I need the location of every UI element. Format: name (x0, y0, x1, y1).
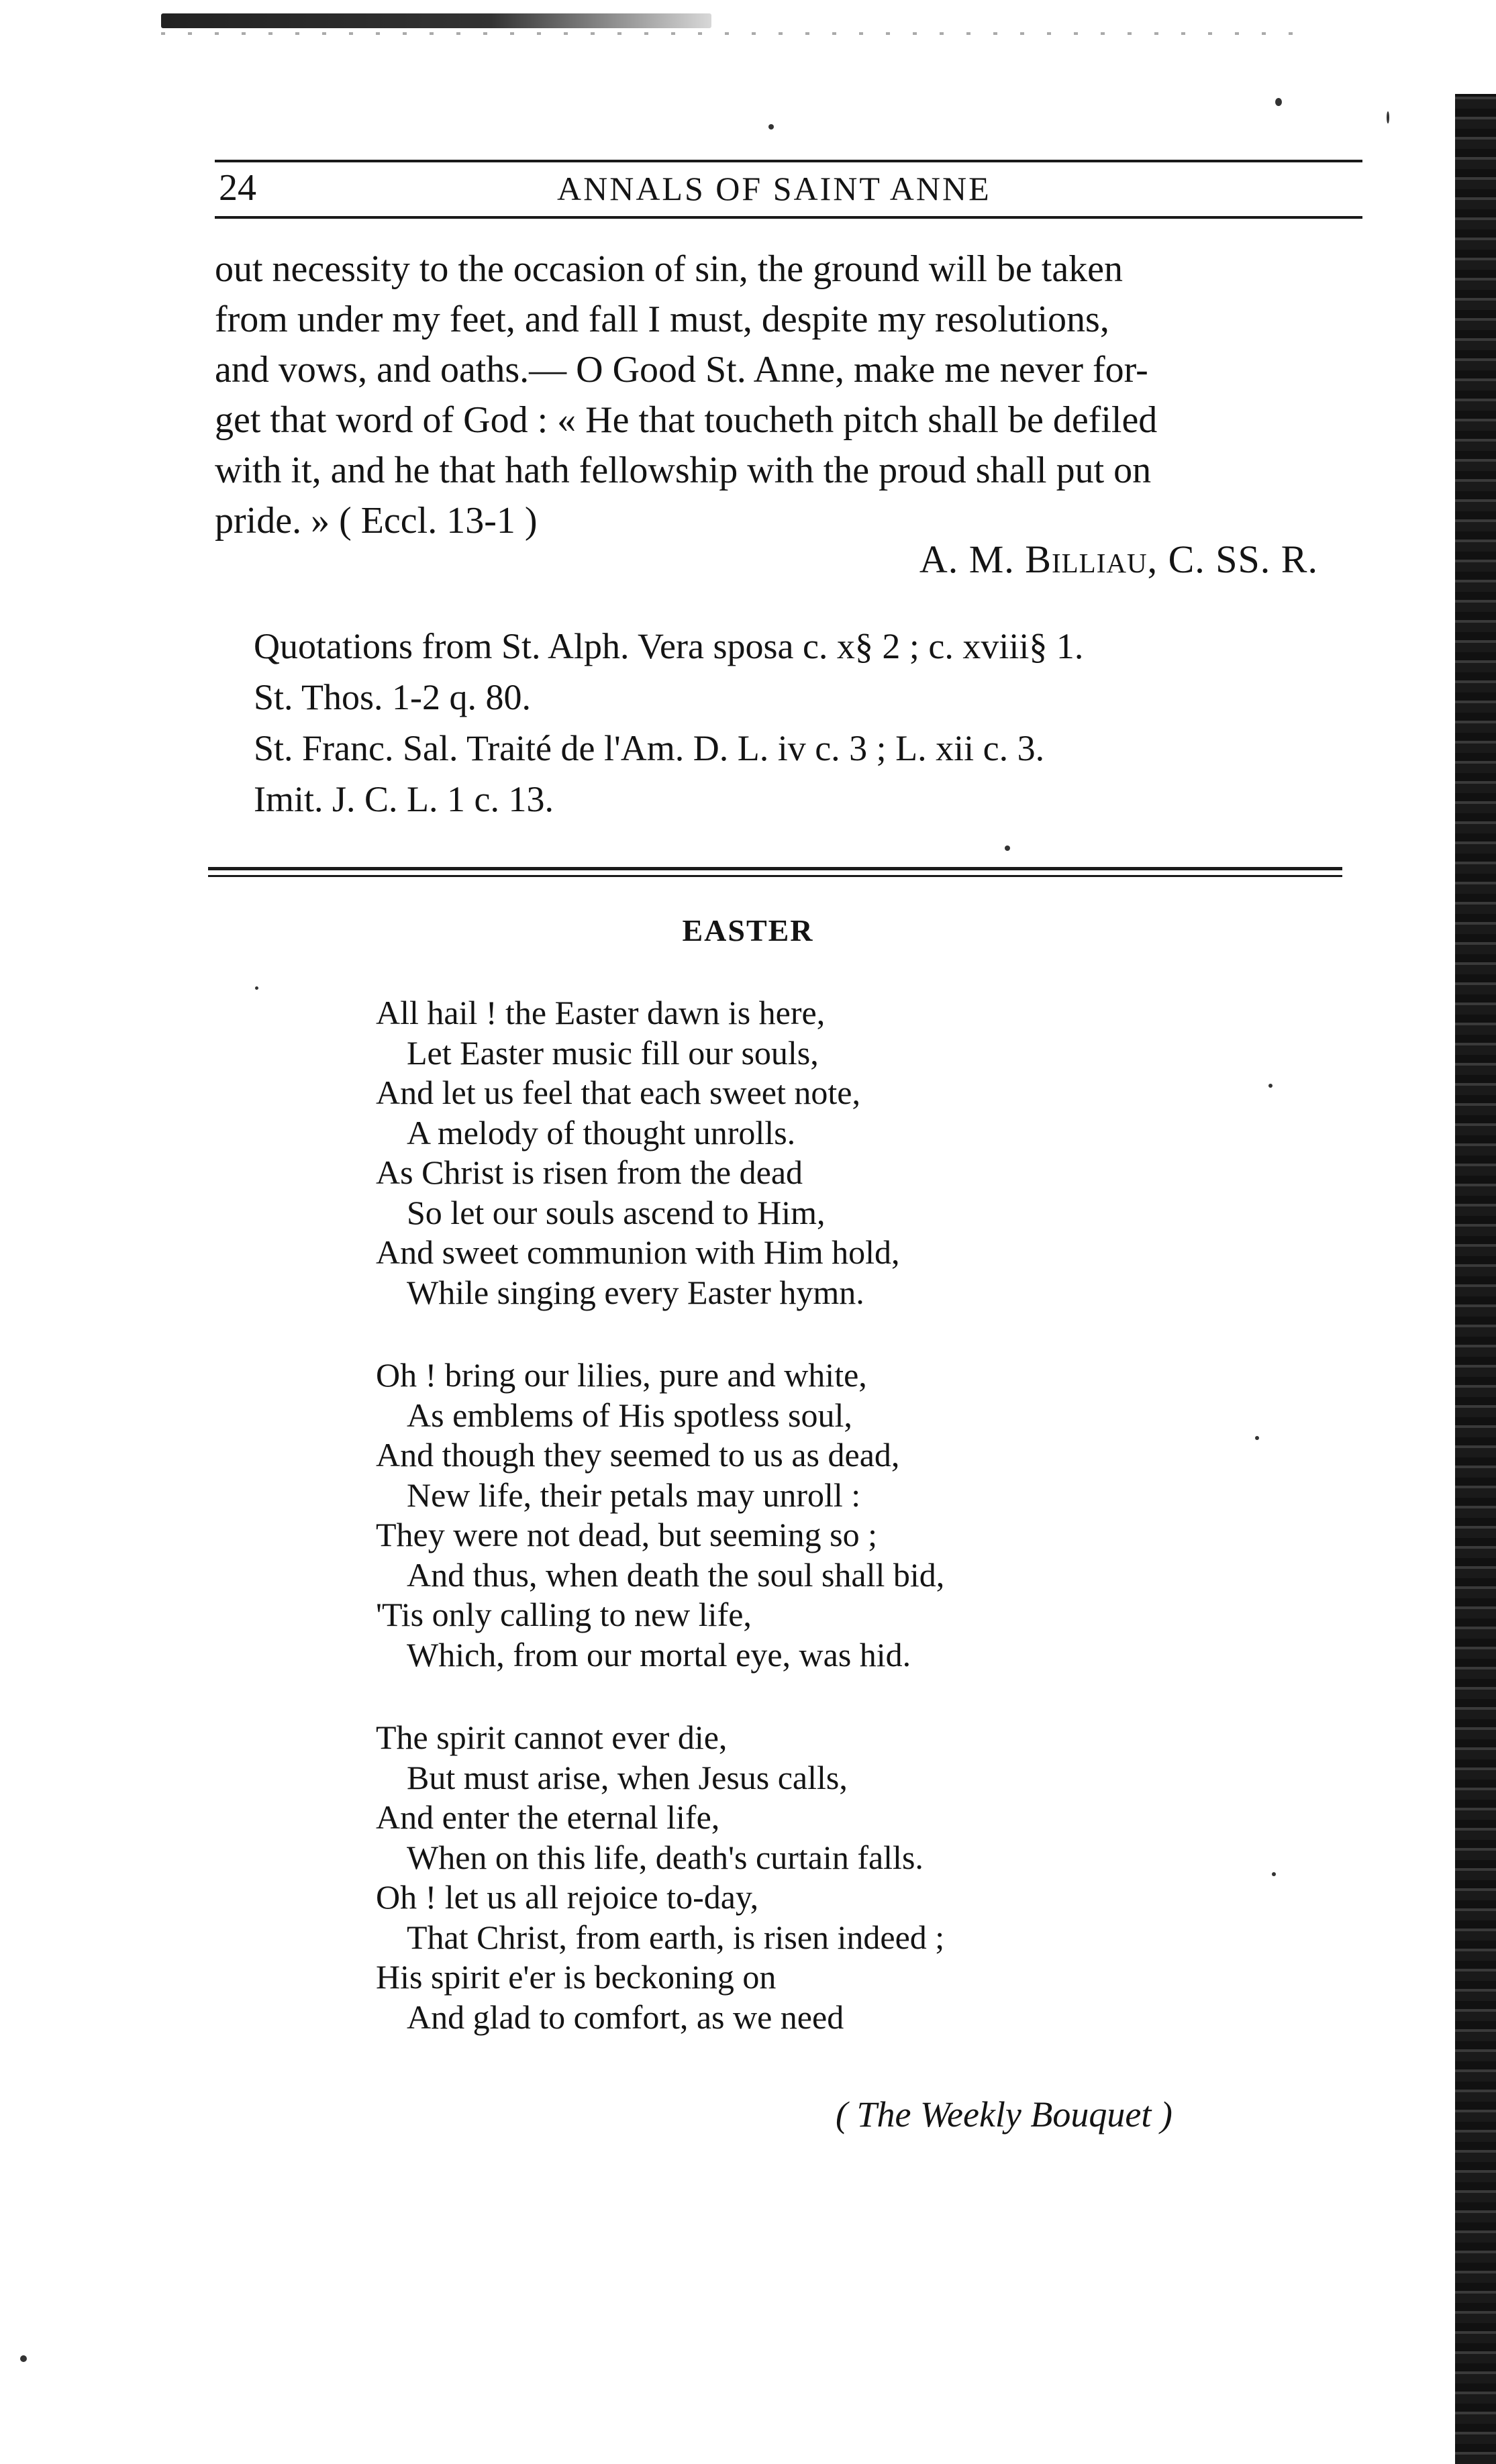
scan-speck (1272, 1872, 1276, 1876)
prose-line: with it, and he that hath fellowship with the proud shall put on (215, 450, 1152, 491)
poem-line: Oh ! let us all rejoice to-day, (376, 1878, 759, 1916)
poem-line: A melody of thought unrolls. (407, 1113, 796, 1151)
page-number: 24 (219, 167, 256, 209)
signature-initials: A. M. (919, 537, 1015, 581)
prose-line: out necessity to the occasion of sin, the ground will be taken (215, 248, 1124, 290)
poem-line: Let Easter music fill our souls, (407, 1033, 819, 1072)
scan-speck (1255, 1436, 1259, 1440)
poem-line: As emblems of His spotless soul, (407, 1396, 852, 1434)
poem-line: As Christ is risen from the dead (376, 1153, 803, 1191)
scan-speck (1387, 111, 1389, 123)
poem-line: And glad to comfort, as we need (407, 1998, 844, 2036)
scan-speck (1005, 845, 1010, 851)
prose-line: get that word of God : « He that toucheth pitch shall be defiled (215, 399, 1158, 441)
poem-line: And though they seemed to us as dead, (376, 1436, 900, 1474)
section-rule (208, 875, 1342, 877)
stanza (376, 1718, 944, 2037)
poem-line: So let our souls ascend to Him, (407, 1193, 826, 1231)
reference-line: Imit. J. C. L. 1 c. 13. (254, 779, 554, 819)
stanza (376, 993, 944, 1313)
scan-speck (20, 2355, 27, 2362)
poem-line: While singing every Easter hymn. (407, 1273, 864, 1311)
poem-line: 'Tis only calling to new life, (376, 1596, 752, 1633)
author-signature (919, 537, 1318, 582)
reference-line: St. Thos. 1-2 q. 80. (254, 677, 532, 717)
running-title: ANNALS OF SAINT ANNE (557, 170, 991, 207)
poem-line: They were not dead, but seeming so ; (376, 1516, 878, 1553)
poem-line: And sweet communion with Him hold, (376, 1233, 900, 1271)
section-rule (208, 867, 1342, 870)
poem-line: All hail ! the Easter dawn is here, (376, 994, 826, 1031)
poem-source: ( The Weekly Bouquet ) (836, 2094, 1173, 2135)
scan-speck (768, 124, 774, 130)
poem-line: And thus, when death the soul shall bid, (407, 1555, 945, 1594)
poem-line: The spirit cannot ever die, (376, 1718, 728, 1756)
references (254, 621, 1328, 825)
stanza (376, 1355, 944, 1675)
reference-line: Quotations from St. Alph. Vera sposa c. x§ 2 ; c. xviii§ 1. (254, 626, 1084, 666)
header-bottom-rule (215, 216, 1362, 219)
signature-name: Billiau (1025, 537, 1148, 581)
prose-line: and vows, and oaths.— O Good St. Anne, make me never for- (215, 349, 1148, 391)
scan-edge-shadow (1455, 94, 1496, 2464)
poem-title: EASTER (682, 913, 814, 947)
poem-line: New life, their petals may unroll : (407, 1476, 861, 1514)
prose-block (215, 244, 1362, 546)
reference-line: St. Franc. Sal. Traité de l'Am. D. L. iv c. 3 ; L. xii c. 3. (254, 728, 1045, 768)
signature-order: , C. SS. R. (1147, 537, 1318, 581)
scan-speck (1275, 98, 1282, 106)
poem-line: Which, from our mortal eye, was hid. (407, 1635, 911, 1674)
poem-line: And let us feel that each sweet note, (376, 1074, 860, 1111)
header-top-rule (215, 160, 1362, 162)
poem-line: But must arise, when Jesus calls, (407, 1758, 848, 1796)
scan-smudge (161, 13, 711, 28)
poem-line: And enter the eternal life, (376, 1798, 720, 1836)
poem-line: That Christ, from earth, is risen indeed ; (407, 1918, 945, 1956)
prose-line: from under my feet, and fall I must, despite my resolutions, (215, 299, 1109, 340)
scan-speck (1268, 1084, 1273, 1088)
prose-line: pride. » ( Eccl. 13-1 ) (215, 500, 538, 542)
poem-line: When on this life, death's curtain falls. (407, 1838, 924, 1876)
poem-line: Oh ! bring our lilies, pure and white, (376, 1356, 867, 1394)
scan-noise (161, 32, 1302, 35)
poem-line: His spirit e'er is beckoning on (376, 1958, 777, 1996)
scan-speck (255, 986, 258, 990)
poem (376, 993, 944, 2080)
